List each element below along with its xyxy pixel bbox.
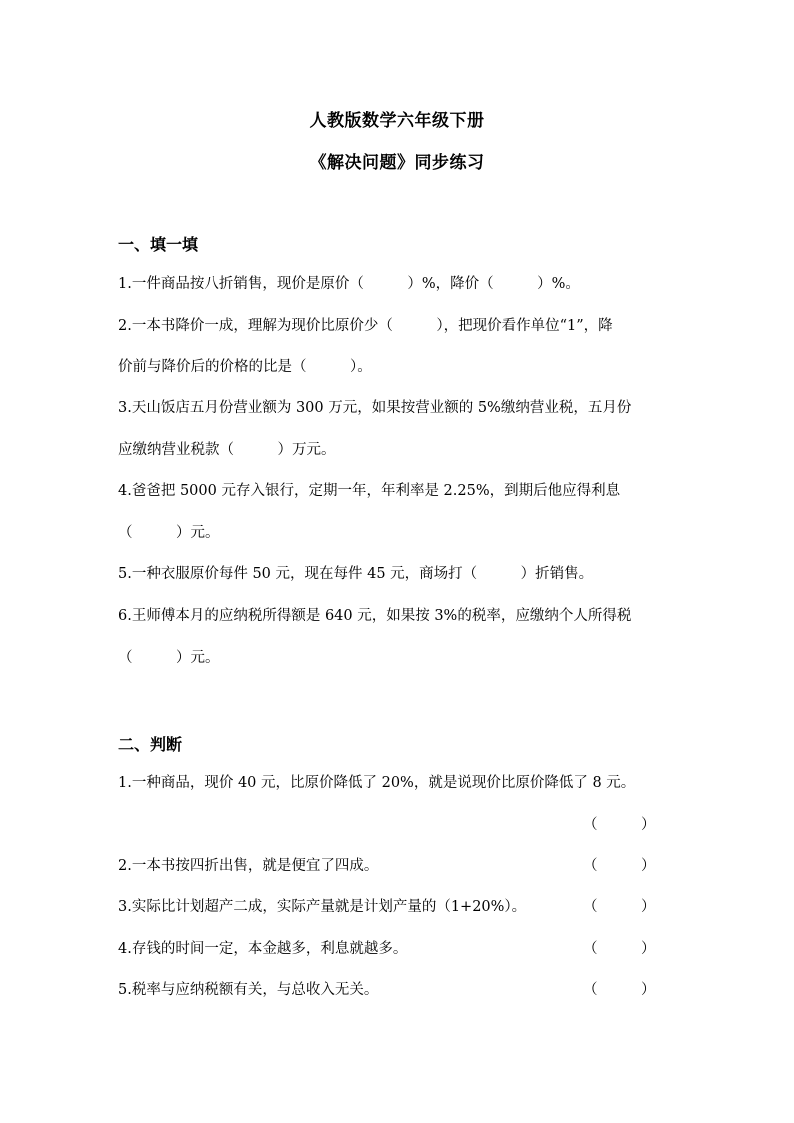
judgment-item: 5.税率与应纳税额有关，与总收入无关。: [118, 982, 379, 998]
answer-blank: （ ）: [583, 982, 656, 998]
document-subtitle: 《解决问题》同步练习: [309, 153, 485, 173]
section-heading-judgment: 二、判断: [118, 735, 183, 754]
fill-in-line: 5.一种衣服原价每件 50 元，现在每件 45 元，商场打（ ）折销售。: [118, 566, 594, 582]
fill-in-line: 2.一本书降价一成，理解为现价比原价少（ ），把现价看作单位“1”，降: [118, 318, 613, 334]
fill-in-line: 3.天山饭店五月份营业额为 300 万元，如果按营业额的 5%缴纳营业税，五月份: [118, 400, 632, 416]
fill-in-line: 4.爸爸把 5000 元存入银行，定期一年，年利率是 2.25%，到期后他应得利息: [118, 483, 621, 499]
fill-in-line: 应缴纳营业税款（ ）万元。: [118, 442, 336, 458]
judgment-item: 2.一本书按四折出售，就是便宜了四成。: [118, 858, 379, 874]
judgment-item: 4.存钱的时间一定，本金越多，利息就越多。: [118, 941, 408, 957]
answer-blank: （ ）: [583, 817, 656, 833]
fill-in-line: （ ）元。: [118, 650, 220, 666]
answer-blank: （ ）: [583, 941, 656, 957]
document-title: 人教版数学六年级下册: [309, 111, 485, 131]
fill-in-line: 1.一件商品按八折销售，现价是原价（ ）%，降价（ ）%。: [118, 276, 580, 292]
judgment-item: 1.一种商品，现价 40 元，比原价降低了 20%，就是说现价比原价降低了 8 元。: [118, 775, 636, 791]
fill-in-line: 价前与降价后的价格的比是（ ）。: [118, 359, 372, 375]
fill-in-line: （ ）元。: [118, 525, 220, 541]
judgment-item: 3.实际比计划超产二成，实际产量就是计划产量的（1+20%）。: [118, 899, 527, 915]
fill-in-line: 6.王师傅本月的应纳税所得额是 640 元，如果按 3%的税率，应缴纳个人所得税: [118, 608, 632, 624]
answer-blank: （ ）: [583, 899, 656, 915]
answer-blank: （ ）: [583, 858, 656, 874]
section-heading-fill-in: 一、填一填: [118, 235, 199, 254]
